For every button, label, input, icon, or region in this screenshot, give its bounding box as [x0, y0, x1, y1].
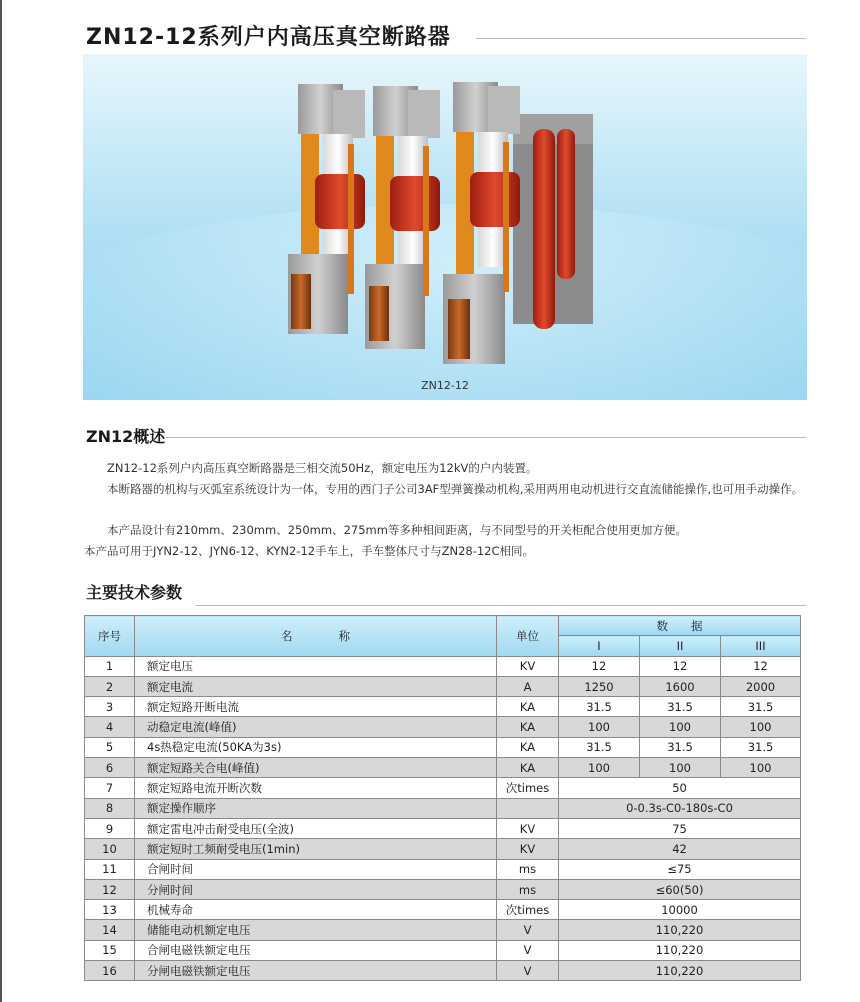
- row-value-2: 1600: [640, 676, 721, 696]
- row-unit: KV: [497, 818, 559, 838]
- overview-paragraph-4: 本产品可用于JYN2-12、JYN6-12、KYN2-12手车上，手车整体尺寸与ZN28-12C相同。: [84, 544, 535, 558]
- title-divider: [476, 38, 806, 39]
- row-value-3: 2000: [721, 676, 801, 696]
- row-value: 10000: [559, 900, 801, 920]
- row-unit: KV: [497, 656, 559, 676]
- specs-table: [84, 615, 801, 981]
- row-value: ≤60(50): [559, 879, 801, 899]
- table-row: [85, 676, 801, 696]
- row-unit: 次times: [497, 900, 559, 920]
- table-row: [85, 879, 801, 899]
- table-row: [85, 961, 801, 981]
- row-seq: 13: [85, 900, 135, 920]
- header-seq: 序号: [85, 616, 135, 657]
- row-unit: V: [497, 940, 559, 960]
- specs-heading: 主要技术参数: [86, 583, 183, 602]
- row-name: 额定雷电冲击耐受电压(全波): [135, 818, 497, 838]
- table-row: [85, 758, 801, 778]
- row-seq: 4: [85, 717, 135, 737]
- row-seq: 12: [85, 879, 135, 899]
- row-name: 额定短路关合电(峰值): [135, 758, 497, 778]
- row-value-1: 12: [559, 656, 640, 676]
- row-unit: ms: [497, 879, 559, 899]
- overview-paragraph-3: 本产品设计有210mm、230mm、250mm、275mm等多种相间距离，与不同型号的开关柜配合使用更加方便。: [107, 523, 687, 537]
- header-sub-3: III: [721, 636, 801, 656]
- header-name: 名 称: [135, 616, 497, 657]
- header-sub-2: II: [640, 636, 721, 656]
- row-unit: V: [497, 961, 559, 981]
- product-photo: [83, 54, 807, 400]
- table-row: [85, 656, 801, 676]
- row-unit: KA: [497, 717, 559, 737]
- overview-divider: [166, 437, 806, 438]
- row-seq: 5: [85, 737, 135, 757]
- table-row: [85, 920, 801, 940]
- row-value: 110,220: [559, 961, 801, 981]
- row-unit: KV: [497, 839, 559, 859]
- table-row: [85, 940, 801, 960]
- pole-3: [443, 82, 520, 364]
- table-row: [85, 798, 801, 818]
- row-name: 分闸电磁铁额定电压: [135, 961, 497, 981]
- table-row: [85, 778, 801, 798]
- row-value: 75: [559, 818, 801, 838]
- row-unit: V: [497, 920, 559, 940]
- header-sub-1: I: [559, 636, 640, 656]
- page-title: ZN12-12系列户内高压真空断路器: [86, 25, 451, 50]
- row-name: 合闸电磁铁额定电压: [135, 940, 497, 960]
- row-name: 额定操作顺序: [135, 798, 497, 818]
- table-row: [85, 839, 801, 859]
- row-name: 4s热稳定电流(50KA为3s): [135, 737, 497, 757]
- row-name: 额定短时工频耐受电压(1min): [135, 839, 497, 859]
- row-value: 110,220: [559, 940, 801, 960]
- row-value: 110,220: [559, 920, 801, 940]
- row-unit: [497, 798, 559, 818]
- table-row: [85, 697, 801, 717]
- row-value: 50: [559, 778, 801, 798]
- row-value-1: 1250: [559, 676, 640, 696]
- row-value-3: 100: [721, 758, 801, 778]
- row-value-3: 12: [721, 656, 801, 676]
- row-name: 机械寿命: [135, 900, 497, 920]
- table-row: [85, 900, 801, 920]
- row-name: 储能电动机额定电压: [135, 920, 497, 940]
- row-name: 动稳定电流(峰值): [135, 717, 497, 737]
- row-value-3: 100: [721, 717, 801, 737]
- row-value-2: 100: [640, 758, 721, 778]
- row-value-1: 31.5: [559, 737, 640, 757]
- row-name: 合闸时间: [135, 859, 497, 879]
- table-row: [85, 737, 801, 757]
- table-row: [85, 818, 801, 838]
- pole-2: [365, 86, 440, 349]
- row-value: 42: [559, 839, 801, 859]
- left-margin-rule: [0, 0, 2, 1002]
- row-seq: 9: [85, 818, 135, 838]
- row-seq: 6: [85, 758, 135, 778]
- header-unit: 单位: [497, 616, 559, 657]
- circuit-breaker-illustration: [83, 54, 807, 400]
- row-value-2: 31.5: [640, 737, 721, 757]
- overview-heading: ZN12概述: [86, 427, 166, 446]
- row-seq: 10: [85, 839, 135, 859]
- row-unit: KA: [497, 697, 559, 717]
- row-value: ≤75: [559, 859, 801, 879]
- image-caption: ZN12-12: [421, 379, 469, 392]
- overview-paragraph-1: ZN12-12系列户内高压真空断路器是三相交流50Hz，额定电压为12kV的户内装置。: [107, 461, 538, 475]
- row-seq: 14: [85, 920, 135, 940]
- row-value-3: 31.5: [721, 697, 801, 717]
- row-value-2: 31.5: [640, 697, 721, 717]
- row-value-2: 100: [640, 717, 721, 737]
- header-data: 数 据: [559, 616, 801, 636]
- table-row: [85, 859, 801, 879]
- row-unit: 次times: [497, 778, 559, 798]
- row-unit: KA: [497, 758, 559, 778]
- pole-1: [288, 84, 365, 334]
- row-unit: A: [497, 676, 559, 696]
- row-seq: 11: [85, 859, 135, 879]
- row-value-2: 12: [640, 656, 721, 676]
- row-value-1: 100: [559, 717, 640, 737]
- overview-paragraph-2: 本断路器的机构与灭弧室系统设计为一体，专用的西门子公司3AF型弹簧操动机构,采用两用电动机进行交直流储能操作,也可用手动操作。: [107, 482, 804, 496]
- specs-divider: [196, 605, 806, 606]
- row-value-1: 100: [559, 758, 640, 778]
- row-seq: 3: [85, 697, 135, 717]
- row-name: 额定短路电流开断次数: [135, 778, 497, 798]
- row-seq: 15: [85, 940, 135, 960]
- row-unit: ms: [497, 859, 559, 879]
- row-name: 额定电流: [135, 676, 497, 696]
- row-name: 额定电压: [135, 656, 497, 676]
- row-seq: 2: [85, 676, 135, 696]
- row-seq: 7: [85, 778, 135, 798]
- row-value-3: 31.5: [721, 737, 801, 757]
- row-seq: 16: [85, 961, 135, 981]
- row-unit: KA: [497, 737, 559, 757]
- row-seq: 1: [85, 656, 135, 676]
- row-name: 分闸时间: [135, 879, 497, 899]
- row-name: 额定短路开断电流: [135, 697, 497, 717]
- row-value: 0-0.3s-C0-180s-C0: [559, 798, 801, 818]
- row-seq: 8: [85, 798, 135, 818]
- table-row: [85, 717, 801, 737]
- row-value-1: 31.5: [559, 697, 640, 717]
